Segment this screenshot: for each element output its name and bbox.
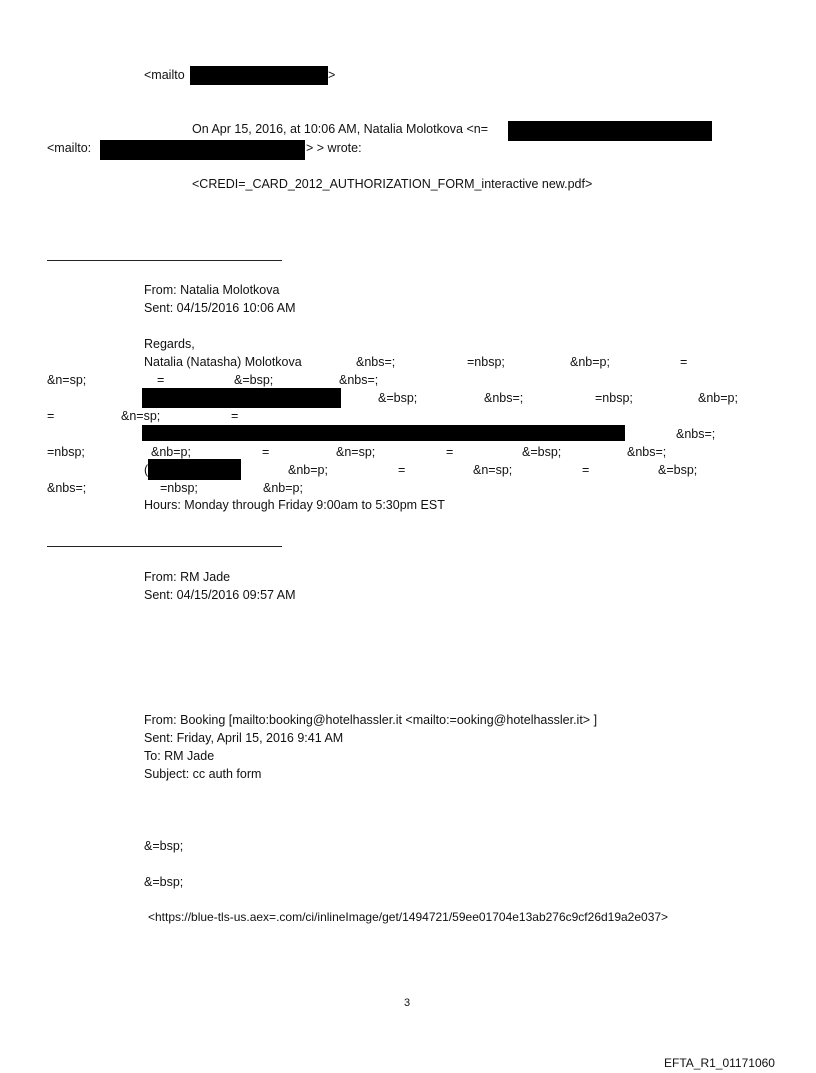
redaction-bar	[100, 140, 305, 160]
signature-name: Natalia (Natasha) Molotkova	[144, 355, 302, 369]
entity-text: =	[262, 445, 270, 459]
document-id: EFTA_R1_01171060	[664, 1056, 775, 1070]
entity-text: (	[144, 463, 149, 477]
entity-text: &nb=p;	[698, 391, 738, 405]
entity-text: &nbs=;	[339, 373, 379, 387]
entity-text: &nbs=;	[484, 391, 524, 405]
separator-line	[47, 546, 282, 547]
email3-sent: Sent: Friday, April 15, 2016 9:41 AM	[144, 731, 344, 745]
entity-text: =	[680, 355, 688, 369]
email3-from: From: Booking [mailto:booking@hotelhassler.it <mailto:=ooking@hotelhassler.it> ]	[144, 713, 598, 727]
email2-from: From: RM Jade	[144, 570, 231, 584]
entity-text: &=bsp;	[522, 445, 562, 459]
entity-text: &=bsp;	[234, 373, 274, 387]
redaction-bar	[142, 425, 625, 441]
entity-text: &nbs=;	[676, 427, 716, 441]
entity-text: &n=sp;	[47, 373, 87, 387]
entity-text: &nbs=;	[47, 481, 87, 495]
entity-text: &n=sp;	[336, 445, 376, 459]
entity-text: &=bsp;	[144, 839, 184, 853]
entity-text: &=bsp;	[658, 463, 698, 477]
page-number: 3	[404, 997, 411, 1009]
email1-regards: Regards,	[144, 337, 195, 351]
entity-text: &nbs=;	[627, 445, 667, 459]
top-mailto-text: <mailto	[144, 68, 185, 82]
entity-text: =	[47, 409, 55, 423]
entity-text: &nb=p;	[288, 463, 328, 477]
quote-line: On Apr 15, 2016, at 10:06 AM, Natalia Molotkova <n=	[192, 122, 489, 136]
email1-sent: Sent: 04/15/2016 10:06 AM	[144, 301, 296, 315]
entity-text: &n=sp;	[473, 463, 513, 477]
top-mailto-close: >	[328, 68, 336, 82]
office-hours: Hours: Monday through Friday 9:00am to 5:30pm EST	[144, 498, 445, 512]
entity-text: &=bsp;	[144, 875, 184, 889]
redaction-bar	[148, 459, 241, 480]
quote-wrote: > > wrote:	[306, 141, 362, 155]
attachment-name: <CREDI=_CARD_2012_AUTHORIZATION_FORM_interactive new.pdf>	[192, 177, 593, 191]
email3-subject: Subject: cc auth form	[144, 767, 262, 781]
entity-text: &n=sp;	[121, 409, 161, 423]
entity-text: =	[446, 445, 454, 459]
email3-to: To: RM Jade	[144, 749, 215, 763]
entity-text: =nbsp;	[595, 391, 633, 405]
entity-text: =nbsp;	[47, 445, 85, 459]
entity-text: &nb=p;	[570, 355, 610, 369]
email1-from: From: Natalia Molotkova	[144, 283, 280, 297]
entity-text: &nb=p;	[263, 481, 303, 495]
entity-text: =	[398, 463, 406, 477]
entity-text: =nbsp;	[160, 481, 198, 495]
entity-text: =	[157, 373, 165, 387]
quote-mailto: <mailto:	[47, 141, 92, 155]
entity-text: =nbsp;	[467, 355, 505, 369]
redaction-bar	[508, 121, 712, 141]
redaction-bar	[142, 388, 341, 408]
entity-text: =	[231, 409, 239, 423]
entity-text: &nb=p;	[151, 445, 191, 459]
entity-text: =	[582, 463, 590, 477]
inline-image-link: <https://blue-tls-us.aex=.com/ci/inlineImage/get/1494721/59ee01704e13ab276c9cf26d19a2e037>	[148, 910, 669, 924]
email2-sent: Sent: 04/15/2016 09:57 AM	[144, 588, 296, 602]
redaction-bar	[190, 66, 328, 85]
entity-text: &nbs=;	[356, 355, 396, 369]
separator-line	[47, 260, 282, 261]
entity-text: &=bsp;	[378, 391, 418, 405]
